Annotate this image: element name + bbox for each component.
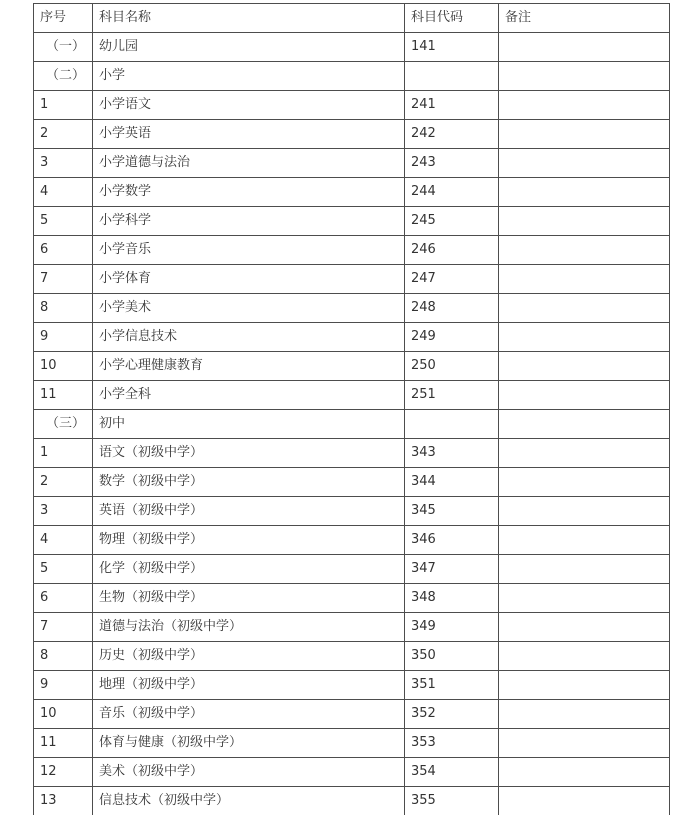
- table-row: [34, 555, 670, 584]
- cell-note: [499, 468, 670, 497]
- cell-note: [499, 613, 670, 642]
- header-index: 序号: [34, 4, 93, 33]
- table-row: [34, 149, 670, 178]
- table-row: [34, 91, 670, 120]
- cell-subject-code: 244: [405, 178, 499, 207]
- cell-subject-name: 生物（初级中学）: [93, 584, 405, 613]
- cell-note: [499, 410, 670, 439]
- cell-note: [499, 207, 670, 236]
- cell-note: [499, 294, 670, 323]
- cell-subject-code: 245: [405, 207, 499, 236]
- table-row: [34, 787, 670, 815]
- cell-subject-code: 355: [405, 787, 499, 815]
- cell-subject-name: 信息技术（初级中学）: [93, 787, 405, 815]
- table-row: [34, 33, 670, 62]
- cell-subject-code: 343: [405, 439, 499, 468]
- cell-index: 1: [34, 439, 93, 468]
- cell-note: [499, 787, 670, 815]
- table-row: [34, 642, 670, 671]
- cell-subject-name: 小学数学: [93, 178, 405, 207]
- table-row: [34, 700, 670, 729]
- cell-subject-name: 幼儿园: [93, 33, 405, 62]
- cell-subject-name: 地理（初级中学）: [93, 671, 405, 700]
- cell-subject-code: 141: [405, 33, 499, 62]
- subject-code-table: [33, 3, 670, 815]
- cell-note: [499, 33, 670, 62]
- cell-index: 3: [34, 497, 93, 526]
- cell-index: 9: [34, 323, 93, 352]
- cell-index: 4: [34, 526, 93, 555]
- header-subject-code: 科目代码: [405, 4, 499, 33]
- cell-index: 1: [34, 91, 93, 120]
- cell-subject-code: 354: [405, 758, 499, 787]
- cell-index: 11: [34, 381, 93, 410]
- cell-subject-code: 350: [405, 642, 499, 671]
- table-row: [34, 613, 670, 642]
- cell-note: [499, 555, 670, 584]
- table-row: [34, 439, 670, 468]
- cell-subject-name: 小学: [93, 62, 405, 91]
- cell-note: [499, 700, 670, 729]
- cell-subject-name: 历史（初级中学）: [93, 642, 405, 671]
- cell-subject-code: 249: [405, 323, 499, 352]
- cell-index: 10: [34, 700, 93, 729]
- cell-subject-name: 数学（初级中学）: [93, 468, 405, 497]
- cell-index: 7: [34, 265, 93, 294]
- cell-note: [499, 120, 670, 149]
- cell-subject-name: 物理（初级中学）: [93, 526, 405, 555]
- cell-subject-name: 小学科学: [93, 207, 405, 236]
- cell-subject-code: 347: [405, 555, 499, 584]
- cell-subject-code: 241: [405, 91, 499, 120]
- cell-index: 3: [34, 149, 93, 178]
- cell-note: [499, 439, 670, 468]
- cell-index: 7: [34, 613, 93, 642]
- cell-subject-name: 音乐（初级中学）: [93, 700, 405, 729]
- table-row: [34, 207, 670, 236]
- cell-subject-name: 小学信息技术: [93, 323, 405, 352]
- cell-index: 12: [34, 758, 93, 787]
- cell-note: [499, 671, 670, 700]
- cell-subject-code: 351: [405, 671, 499, 700]
- cell-subject-name: 道德与法治（初级中学）: [93, 613, 405, 642]
- table-row: [34, 526, 670, 555]
- table-row: [34, 758, 670, 787]
- cell-subject-code: 349: [405, 613, 499, 642]
- cell-index: 6: [34, 236, 93, 265]
- cell-note: [499, 497, 670, 526]
- cell-subject-name: 体育与健康（初级中学）: [93, 729, 405, 758]
- cell-note: [499, 149, 670, 178]
- subject-table-container: [33, 3, 670, 815]
- cell-subject-code: 353: [405, 729, 499, 758]
- cell-note: [499, 584, 670, 613]
- table-row: [34, 236, 670, 265]
- cell-index: 10: [34, 352, 93, 381]
- table-row: [34, 381, 670, 410]
- table-row: [34, 294, 670, 323]
- table-body: [34, 33, 670, 815]
- cell-subject-code: [405, 410, 499, 439]
- cell-subject-code: 250: [405, 352, 499, 381]
- cell-subject-code: 248: [405, 294, 499, 323]
- header-note: 备注: [499, 4, 670, 33]
- cell-note: [499, 265, 670, 294]
- cell-subject-code: 348: [405, 584, 499, 613]
- cell-subject-name: 语文（初级中学）: [93, 439, 405, 468]
- header-subject-name: 科目名称: [93, 4, 405, 33]
- cell-subject-name: 初中: [93, 410, 405, 439]
- cell-subject-code: 346: [405, 526, 499, 555]
- cell-index: 13: [34, 787, 93, 815]
- table-row: [34, 497, 670, 526]
- cell-note: [499, 236, 670, 265]
- cell-subject-name: 小学全科: [93, 381, 405, 410]
- cell-subject-code: 345: [405, 497, 499, 526]
- cell-subject-code: 251: [405, 381, 499, 410]
- cell-subject-name: 美术（初级中学）: [93, 758, 405, 787]
- cell-index: （二）: [34, 62, 93, 91]
- table-row: [34, 178, 670, 207]
- cell-subject-code: 246: [405, 236, 499, 265]
- table-row: [34, 62, 670, 91]
- cell-note: [499, 642, 670, 671]
- cell-subject-name: 小学音乐: [93, 236, 405, 265]
- cell-subject-code: 242: [405, 120, 499, 149]
- cell-note: [499, 178, 670, 207]
- cell-index: 9: [34, 671, 93, 700]
- cell-subject-name: 化学（初级中学）: [93, 555, 405, 584]
- cell-subject-name: 小学语文: [93, 91, 405, 120]
- cell-subject-code: 352: [405, 700, 499, 729]
- cell-index: 8: [34, 642, 93, 671]
- cell-index: 8: [34, 294, 93, 323]
- cell-note: [499, 381, 670, 410]
- table-row: [34, 352, 670, 381]
- cell-note: [499, 526, 670, 555]
- cell-note: [499, 62, 670, 91]
- cell-subject-code: 344: [405, 468, 499, 497]
- cell-index: 2: [34, 468, 93, 497]
- cell-index: 5: [34, 207, 93, 236]
- cell-subject-name: 小学心理健康教育: [93, 352, 405, 381]
- cell-subject-name: 小学道德与法治: [93, 149, 405, 178]
- cell-subject-name: 英语（初级中学）: [93, 497, 405, 526]
- table-row: [34, 120, 670, 149]
- cell-index: 4: [34, 178, 93, 207]
- table-row: [34, 323, 670, 352]
- table-row: [34, 729, 670, 758]
- cell-note: [499, 352, 670, 381]
- cell-note: [499, 323, 670, 352]
- cell-subject-name: 小学体育: [93, 265, 405, 294]
- cell-subject-code: 243: [405, 149, 499, 178]
- cell-subject-code: [405, 62, 499, 91]
- cell-index: （一）: [34, 33, 93, 62]
- table-row: [34, 410, 670, 439]
- cell-index: （三）: [34, 410, 93, 439]
- cell-subject-name: 小学英语: [93, 120, 405, 149]
- table-row: [34, 584, 670, 613]
- cell-index: 5: [34, 555, 93, 584]
- table-header-row: [34, 4, 670, 33]
- cell-subject-code: 247: [405, 265, 499, 294]
- table-row: [34, 671, 670, 700]
- cell-index: 6: [34, 584, 93, 613]
- cell-index: 2: [34, 120, 93, 149]
- table-row: [34, 468, 670, 497]
- cell-index: 11: [34, 729, 93, 758]
- cell-subject-name: 小学美术: [93, 294, 405, 323]
- cell-note: [499, 758, 670, 787]
- table-row: [34, 265, 670, 294]
- cell-note: [499, 91, 670, 120]
- cell-note: [499, 729, 670, 758]
